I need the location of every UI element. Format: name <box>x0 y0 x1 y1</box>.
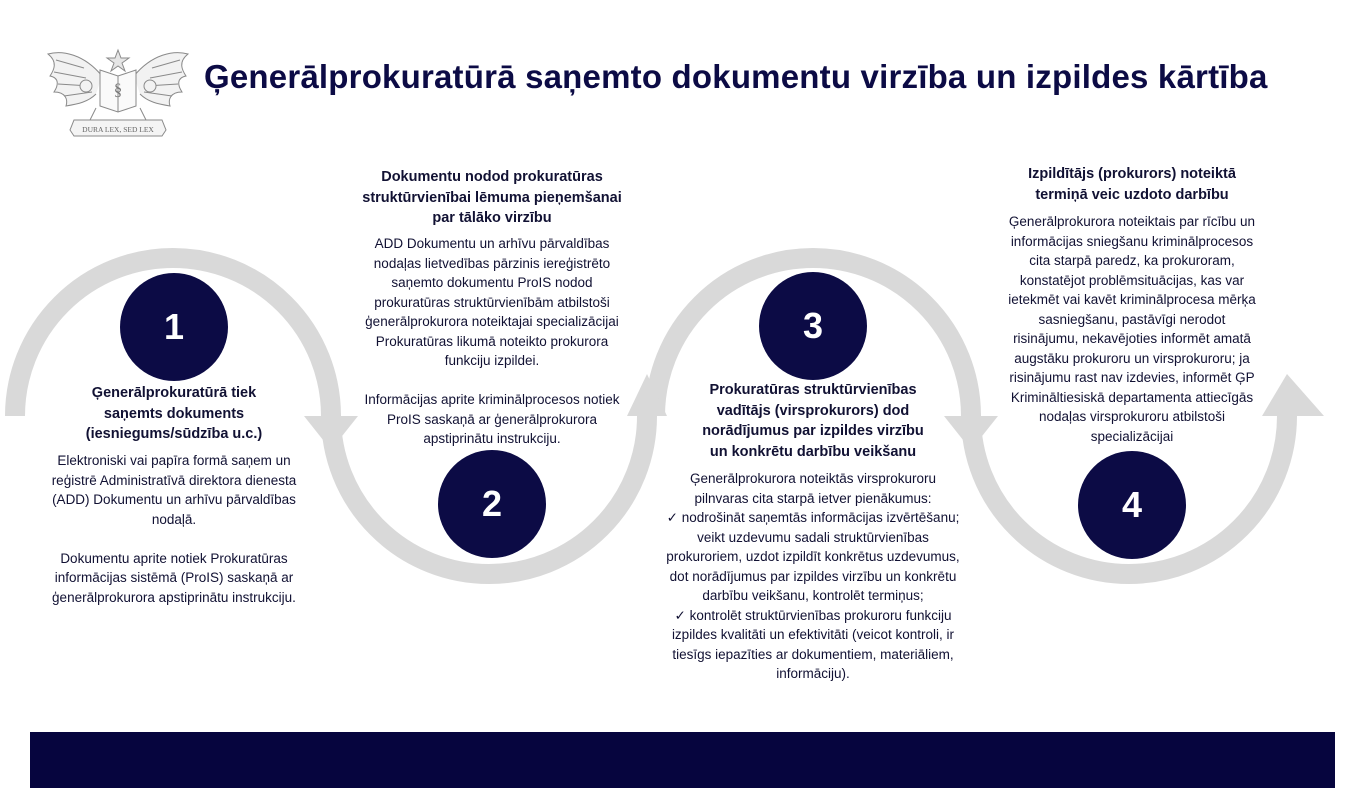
step-1-text-line: informācijas sistēmā (ProIS) saskaņā ar <box>54 570 294 585</box>
step-2-text-line: ģenerālprokurora noteiktajai specializācijai <box>365 314 619 329</box>
step-1-heading-line: saņemts dokuments <box>103 405 245 422</box>
step-1-text-line: nodaļā. <box>151 511 197 527</box>
step-2-text-line: funkciju izpildei. <box>444 353 540 368</box>
step-4-text-line: risinājumu, nekavējoties informēt amatā <box>1013 331 1251 346</box>
step-1-heading <box>15 383 333 445</box>
step-2-heading-line: par tālāko virzību <box>432 210 552 226</box>
step-1-description <box>15 451 333 607</box>
step-3-text-line: Ģenerālprokurora noteiktās virsprokuroru <box>689 471 937 486</box>
step-1-text-line: Elektroniski vai papīra formā saņem un <box>57 453 291 468</box>
step-1-text-line: reģistrē Administratīvā direktora dienesta <box>51 472 297 488</box>
step-3-heading <box>654 380 972 462</box>
step-4-text-line: ietekmēt vai kavēt kriminālprocesa mērķa <box>1008 292 1256 307</box>
step-3-text-line: veikt uzdevumu sadali struktūrvienības <box>697 529 929 545</box>
step-1-heading-line: Ģenerālprokuratūrā tiek <box>91 385 257 401</box>
step-3-text-line: prokuroriem, uzdot izpildīt konkrētus uzdevumus, <box>666 549 960 564</box>
step-4-text-line: augstāku prokuroru un virsprokuroru; ja <box>1014 350 1250 366</box>
step-4-text-line: Krimināltiesiskā departamenta attiecīgās <box>1010 389 1254 405</box>
paragraph-gap <box>333 371 651 391</box>
step-2-description <box>333 234 651 449</box>
step-1-text-line: Dokumentu aprite notiek Prokuratūras <box>60 550 288 566</box>
logo-emblem: § <box>113 80 123 99</box>
step-3-text-line: dot norādījumus par izpildes virzību un konkrētu <box>669 568 957 584</box>
step-2-heading <box>333 167 651 229</box>
step-3-text-line: darbību veikšanu, kontrolēt termiņus; <box>702 588 924 603</box>
step-3-heading-line: norādījumus par izpildes virzību <box>702 423 924 439</box>
step-1-heading-line: (iesniegums/sūdzība u.c.) <box>85 426 263 442</box>
step-2-heading-line: Dokumentu nodod prokuratūras <box>381 169 603 185</box>
step-2-text-line: nodaļas lietvedības pārzinis iereģistrēto <box>373 255 611 271</box>
step-2-text-line: apstiprinātu instrukciju. <box>423 431 561 446</box>
step-2-text-line: prokuratūras struktūrvienībām atbilstoši <box>374 294 610 310</box>
step-4-text-line: Ģenerālprokurora noteiktais par rīcību un <box>1008 214 1256 229</box>
step-4-text-line: sasniegšanu, pastāvīgi nerodot <box>1038 311 1226 327</box>
step-4-heading-line: Izpildītājs (prokurors) noteiktā <box>1028 166 1236 182</box>
step-3-heading-line: un konkrētu darbību veikšanu <box>709 443 917 460</box>
step-4-text-line: informācijas sniegšanu kriminālprocesos <box>1010 233 1254 249</box>
step-4-heading <box>973 164 1291 205</box>
step-2-text-line: ProIS saskaņā ar ģenerālprokurora <box>386 411 598 427</box>
step-2-text-line: Prokuratūras likumā noteikto prokurora <box>375 333 609 349</box>
step-1-text-line: (ADD) Dokumentu un arhīvu pārvaldības <box>52 492 296 507</box>
step-2-badge: 2 <box>438 450 546 558</box>
footer-bar <box>30 732 1335 788</box>
step-3-badge: 3 <box>759 272 867 380</box>
step-3-text-line: pilnvaras cita starpā ietver pienākumus: <box>694 490 932 506</box>
step-4-text-line: risinājumu rast nav izdevies, informēt ĢP <box>1009 370 1255 385</box>
step-4-badge: 4 <box>1078 451 1186 559</box>
step-2-heading-line: struktūrvienībai lēmuma pieņemšanai <box>362 189 622 206</box>
step-3-checklist-item: ✓ kontrolēt struktūrvienības prokuroru funkciju <box>674 607 952 623</box>
step-3-text-line: informāciju). <box>776 666 850 681</box>
step-3-text-line: izpildes kvalitāti un efektivitāti (veicot kontroli, ir <box>671 627 955 642</box>
step-1-badge: 1 <box>120 273 228 381</box>
step-4-description <box>973 212 1291 446</box>
paragraph-gap <box>15 529 333 549</box>
step-4-heading-line: termiņā veic uzdoto darbību <box>1035 186 1229 203</box>
logo-motto: DURA LEX, SED LEX <box>82 125 154 134</box>
step-3-checklist-item: ✓ nodrošināt saņemtās informācijas izvērtēšanu; <box>666 510 960 525</box>
step-4-text-line: cita starpā paredz, ka prokuroram, <box>1029 253 1235 268</box>
step-1-text-line: ģenerālprokurora apstiprinātu instrukciju. <box>52 589 296 605</box>
step-4-text-line: nodaļas virsprokuroru atbilstoši <box>1038 409 1226 424</box>
step-2-text-line: ADD Dokumentu un arhīvu pārvaldības <box>374 236 610 251</box>
step-3-heading-line: Prokuratūras struktūrvienības <box>709 382 917 398</box>
step-3-description <box>638 469 988 684</box>
step-3-text-line: tiesīgs iepazīties ar dokumentiem, materiāliem, <box>672 646 954 662</box>
step-4-text-line: konstatējot problēmsituācijas, kas var <box>1019 272 1245 288</box>
step-4-text-line: specializācijai <box>1090 428 1174 444</box>
page-title: Ģenerālprokuratūrā saņemto dokumentu virzība un izpildes kārtība <box>204 58 1268 95</box>
step-2-text-line: saņemto dokumentu ProIS nodod <box>391 275 593 290</box>
step-3-heading-line: vadītājs (virsprokurors) dod <box>716 402 910 419</box>
step-2-text-line: Informācijas aprite kriminālprocesos notiek <box>364 392 620 407</box>
